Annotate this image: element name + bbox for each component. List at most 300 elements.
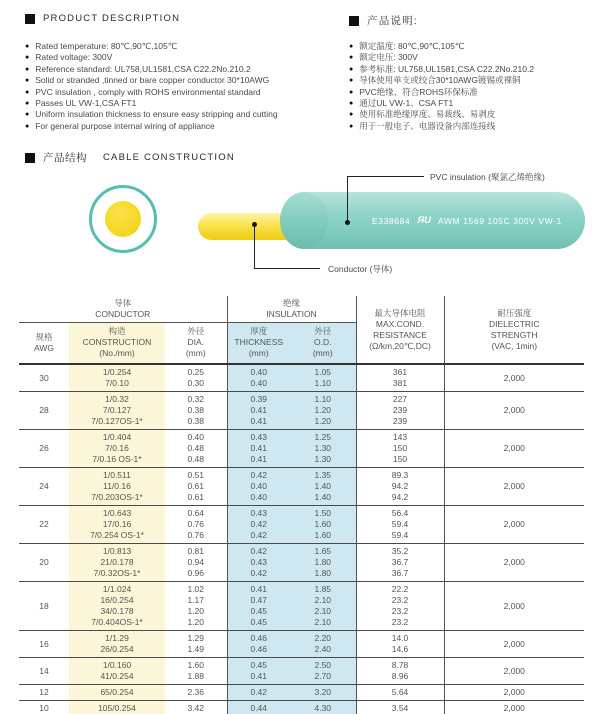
- cell-value: 7/0.127OS-1*: [91, 416, 143, 426]
- description-bullet: [25, 87, 278, 98]
- cell-value: 0.30: [187, 378, 205, 388]
- awg-cell: [19, 631, 69, 658]
- od-cell: [290, 658, 356, 685]
- cell-value: 1/0.254: [102, 367, 132, 377]
- resistance-header: 最大导体电阻 MAX.COND. RESISTANCE (Ω/km,20℃,DC): [356, 296, 444, 364]
- section-marker-icon: [349, 16, 359, 26]
- awg-cell: [19, 364, 69, 392]
- cell-value: 0.25: [187, 367, 205, 377]
- bullet-icon: ●: [25, 65, 30, 73]
- cell-value: 26: [39, 443, 49, 453]
- cell-value: 0.45: [250, 660, 268, 670]
- cell-value: 22: [39, 519, 49, 529]
- cell-value: 14.6: [391, 644, 409, 654]
- cell-value: 94.2: [391, 481, 409, 491]
- cell-value: 0.94: [187, 557, 205, 567]
- cell-value: 0.40: [250, 492, 268, 502]
- dielectric-cell: [444, 468, 584, 506]
- ul-recognized-mark-icon: ЯU: [417, 215, 432, 226]
- thickness-cell: [227, 701, 290, 714]
- cell-value: 150: [392, 443, 408, 453]
- cell-value: 0.42: [250, 470, 268, 480]
- dielectric-cell: [444, 430, 584, 468]
- od-cell: [290, 392, 356, 430]
- awg-cell: [19, 392, 69, 430]
- cell-value: 2,000: [503, 443, 525, 453]
- cell-value: 7/0.404OS-1*: [91, 617, 143, 627]
- spec-table: [19, 296, 584, 714]
- dia-cell: [165, 392, 227, 430]
- od-cell: [290, 582, 356, 631]
- cell-value: 1.30: [314, 443, 332, 453]
- dia-header: 外径 DIA. (mm): [165, 323, 227, 365]
- bullet-text: 用于一般电子、电器设备内部连接线: [359, 120, 496, 131]
- thickness-cell: [227, 658, 290, 685]
- cell-value: 1.29: [187, 633, 205, 643]
- cell-value: 0.46: [250, 633, 268, 643]
- cell-value: 150: [392, 454, 408, 464]
- cell-value: 41/0.254: [100, 671, 134, 681]
- cell-value: 2.10: [314, 617, 332, 627]
- bullet-text: 使用标准绝缘厚度、易裁线、易剥皮: [359, 109, 496, 120]
- construction-cell: [69, 392, 165, 430]
- cell-value: 2,000: [503, 687, 525, 697]
- dielectric-cell: [444, 582, 584, 631]
- cell-value: 239: [392, 416, 408, 426]
- cell-value: 89.3: [391, 470, 409, 480]
- cable-diagram: [0, 165, 603, 295]
- thickness-cell: [227, 544, 290, 582]
- cell-value: 0.43: [250, 432, 268, 442]
- cell-value: 361: [392, 367, 408, 377]
- description-bullet: [25, 75, 278, 86]
- bullet-text: Uniform insulation thickness to ensure easy stripping and cutting: [35, 109, 278, 120]
- dia-cell: [165, 506, 227, 544]
- cell-value: 1.25: [314, 432, 332, 442]
- cell-value: 34/0.178: [100, 606, 134, 616]
- cell-value: 30: [39, 372, 49, 383]
- cell-value: 2,000: [503, 638, 525, 649]
- cell-value: 1.65: [314, 546, 332, 556]
- cell-value: 0.38: [187, 405, 205, 415]
- insulation-group-header: 绝缘 INSULATION: [227, 296, 356, 323]
- bullet-icon: ●: [349, 122, 354, 130]
- thickness-cell: [227, 582, 290, 631]
- cell-value: 0.32: [187, 394, 205, 404]
- cell-value: 0.45: [250, 606, 268, 616]
- description-bullet: [25, 109, 278, 120]
- cell-value: 1/0.813: [102, 546, 132, 556]
- cell-value: 0.40: [250, 481, 268, 491]
- section-marker-icon: [25, 14, 35, 24]
- cell-value: 0.96: [187, 568, 205, 578]
- description-bullet: [25, 64, 278, 75]
- cell-value: 1.10: [314, 394, 332, 404]
- description-bullet: [25, 41, 278, 52]
- dielectric-cell: [444, 506, 584, 544]
- construction-cell: [69, 544, 165, 582]
- cell-value: 0.61: [187, 492, 205, 502]
- cell-value: 0.76: [187, 530, 205, 540]
- cell-value: 1/1.024: [102, 584, 132, 594]
- product-description-list: [25, 41, 278, 132]
- cell-value: 1.10: [314, 378, 332, 388]
- od-cell: [290, 364, 356, 392]
- bullet-icon: ●: [25, 88, 30, 96]
- insulation-end-cap: [280, 192, 328, 249]
- cell-value: 1.50: [314, 508, 332, 518]
- dia-cell: [165, 685, 227, 701]
- cell-value: 17/0.16: [102, 519, 132, 529]
- cell-value: 7/0.254 OS-1*: [90, 530, 144, 540]
- cell-value: 7/0.16: [105, 443, 129, 453]
- cell-value: 26/0.254: [100, 644, 134, 654]
- cell-value: 12: [39, 687, 49, 697]
- cell-value: 0.48: [187, 443, 205, 453]
- thickness-cell: [227, 430, 290, 468]
- table-row: [19, 631, 584, 658]
- cell-value: 3.20: [314, 687, 332, 697]
- bullet-icon: ●: [25, 122, 30, 130]
- cell-value: 0.41: [250, 454, 268, 464]
- awg-cell: [19, 506, 69, 544]
- cell-value: 36.7: [391, 568, 409, 578]
- cell-value: 0.41: [250, 671, 268, 681]
- cell-value: 0.41: [250, 584, 268, 594]
- cell-value: 7/0.32OS-1*: [93, 568, 141, 578]
- dielectric-cell: [444, 658, 584, 685]
- dia-cell: [165, 658, 227, 685]
- od-cell: [290, 506, 356, 544]
- cell-value: 1/1.29: [105, 633, 129, 643]
- cell-value: 0.44: [250, 703, 268, 713]
- cell-value: 1.02: [187, 584, 205, 594]
- cell-value: 36.7: [391, 557, 409, 567]
- cell-value: 1.88: [187, 671, 205, 681]
- cell-value: 2,000: [503, 703, 525, 713]
- bullet-text: 参考标准: UL758,UL1581,CSA C22.2No.210.2: [359, 63, 535, 74]
- cell-value: 59.4: [391, 519, 409, 529]
- cell-value: 1.30: [314, 454, 332, 464]
- dielectric-cell: [444, 364, 584, 392]
- cell-value: 1.20: [314, 416, 332, 426]
- bullet-text: Reference standard: UL758,UL1581,CSA C22.2No.210.2: [35, 63, 251, 74]
- dia-cell: [165, 582, 227, 631]
- conductor-core-icon: [105, 201, 141, 237]
- cable-cross-section: [89, 185, 157, 253]
- dielectric-cell: [444, 631, 584, 658]
- awg-cell: [19, 430, 69, 468]
- cell-value: 8.78: [391, 660, 409, 670]
- cell-value: 0.46: [250, 644, 268, 654]
- cell-value: 1.20: [187, 606, 205, 616]
- cell-value: 21/0.178: [100, 557, 134, 567]
- bullet-text: PVC insulation , comply with ROHS environmental standard: [35, 86, 261, 97]
- description-bullet: [349, 87, 603, 98]
- construction-cell: [69, 582, 165, 631]
- bullet-icon: ●: [25, 77, 30, 85]
- cell-value: 2.20: [314, 633, 332, 643]
- cell-value: 2,000: [503, 405, 525, 415]
- table-row: [19, 582, 584, 631]
- table-row: [19, 701, 584, 714]
- cell-value: 0.41: [250, 416, 268, 426]
- dielectric-header: 耐压强度 DIELECTRIC STRENGTH (VAC, 1min): [444, 296, 584, 364]
- cell-value: 0.39: [250, 394, 268, 404]
- table-row: [19, 685, 584, 701]
- awg-cell: [19, 658, 69, 685]
- bullet-text: Rated voltage: 300V: [35, 52, 113, 63]
- cell-value: 1.80: [314, 557, 332, 567]
- awg-cell: [19, 468, 69, 506]
- od-cell: [290, 701, 356, 714]
- cell-value: 0.42: [250, 530, 268, 540]
- cable-construction-header: [25, 150, 235, 165]
- bullet-icon: ●: [349, 111, 354, 119]
- cell-value: 2,000: [503, 519, 525, 529]
- cell-value: 11/0.16: [103, 481, 131, 491]
- construction-cell: [69, 506, 165, 544]
- cell-value: 16/0.254: [100, 595, 134, 605]
- bullet-text: 额定温度: 80℃,90℃,105℃: [359, 41, 465, 51]
- spec-table-head: [19, 296, 584, 364]
- cell-value: 7/0.10: [105, 378, 129, 388]
- cell-value: 5.64: [391, 687, 409, 697]
- thickness-cell: [227, 468, 290, 506]
- bullet-icon: ●: [349, 65, 354, 73]
- description-bullet: [349, 41, 603, 52]
- section-title-zh: 产品说明:: [367, 15, 418, 27]
- cell-value: 0.40: [187, 432, 205, 442]
- construction-title-zh: 产品结构: [43, 152, 87, 164]
- cell-value: 239: [392, 405, 408, 415]
- cell-value: 3.42: [187, 703, 205, 713]
- resistance-cell: [356, 631, 444, 658]
- cell-value: 1.20: [314, 405, 332, 415]
- construction-header: 构造 CONSTRUCTION (No./mm): [69, 323, 165, 365]
- cell-value: 10: [39, 703, 49, 713]
- construction-title-en: CABLE CONSTRUCTION: [103, 152, 235, 163]
- table-row: [19, 468, 584, 506]
- cell-value: 1.60: [187, 660, 205, 670]
- dielectric-cell: [444, 701, 584, 714]
- dielectric-cell: [444, 392, 584, 430]
- bullet-icon: ●: [349, 54, 354, 62]
- thickness-cell: [227, 631, 290, 658]
- cell-value: 1.60: [314, 519, 332, 529]
- cell-value: 0.81: [187, 546, 205, 556]
- construction-cell: [69, 658, 165, 685]
- cell-value: 65/0.254: [100, 687, 134, 697]
- cell-value: 2.10: [314, 595, 332, 605]
- od-cell: [290, 685, 356, 701]
- cell-value: 1.20: [187, 617, 205, 627]
- od-header: 外径 O.D. (mm): [290, 323, 356, 365]
- insulation-body: [280, 192, 585, 249]
- bullet-icon: ●: [349, 43, 354, 50]
- thickness-cell: [227, 392, 290, 430]
- cell-value: 1.35: [314, 470, 332, 480]
- thickness-cell: [227, 506, 290, 544]
- bullet-icon: ●: [349, 100, 354, 108]
- od-cell: [290, 631, 356, 658]
- dia-cell: [165, 701, 227, 714]
- description-bullet: [25, 98, 278, 109]
- cell-value: 2,000: [503, 372, 525, 383]
- awg-cell: [19, 685, 69, 701]
- dia-cell: [165, 364, 227, 392]
- bullet-icon: ●: [25, 43, 30, 50]
- bullet-text: Rated temperature: 80℃,90℃,105℃: [35, 41, 178, 51]
- cell-value: 0.42: [250, 546, 268, 556]
- product-description-zh-list: [349, 41, 603, 132]
- construction-cell: [69, 685, 165, 701]
- cell-value: 2,000: [503, 600, 525, 611]
- cell-value: 16: [39, 638, 49, 649]
- cell-value: 0.40: [250, 378, 268, 388]
- cell-value: 28: [39, 405, 49, 415]
- cell-value: 0.42: [250, 687, 268, 697]
- bullet-text: 导体使用单支或绞合30*10AWG镀锡或裸铜: [359, 75, 521, 86]
- cert-number: E338684: [372, 215, 411, 226]
- awg-cell: [19, 582, 69, 631]
- pvc-leader-line: [347, 176, 348, 223]
- cell-value: 227: [392, 394, 408, 404]
- description-bullet: [349, 121, 603, 132]
- cell-value: 0.48: [187, 454, 205, 464]
- description-bullet: [349, 109, 603, 120]
- conductor-label: Conductor (导体): [328, 264, 393, 274]
- table-row: [19, 544, 584, 582]
- cell-value: 4.30: [314, 703, 332, 713]
- description-bullet: [349, 52, 603, 63]
- cell-value: 1/0.160: [102, 660, 132, 670]
- cell-value: 2.36: [187, 687, 205, 697]
- cell-value: 1.40: [314, 481, 332, 491]
- description-bullet: [349, 75, 603, 86]
- cell-value: 0.43: [250, 557, 268, 567]
- bullet-icon: ●: [349, 77, 354, 85]
- resistance-cell: [356, 392, 444, 430]
- bullet-icon: ●: [25, 54, 30, 62]
- construction-cell: [69, 364, 165, 392]
- construction-cell: [69, 430, 165, 468]
- cell-value: 0.45: [250, 617, 268, 627]
- resistance-cell: [356, 582, 444, 631]
- resistance-cell: [356, 430, 444, 468]
- cell-value: 1/0.643: [102, 508, 132, 518]
- dia-cell: [165, 544, 227, 582]
- cell-value: 1/0.511: [103, 470, 131, 480]
- dia-cell: [165, 631, 227, 658]
- construction-cell: [69, 468, 165, 506]
- dielectric-cell: [444, 544, 584, 582]
- cell-value: 2.70: [314, 671, 332, 681]
- resistance-cell: [356, 685, 444, 701]
- cell-value: 1/0.404: [102, 432, 132, 442]
- od-cell: [290, 544, 356, 582]
- bullet-icon: ●: [25, 100, 30, 108]
- pvc-insulation-label: PVC insulation (聚氯乙烯绝缘): [430, 172, 545, 182]
- resistance-cell: [356, 544, 444, 582]
- cell-value: 2,000: [503, 481, 525, 491]
- cell-value: 2.40: [314, 644, 332, 654]
- cell-value: 0.41: [250, 405, 268, 415]
- description-bullet: [25, 121, 278, 132]
- od-cell: [290, 430, 356, 468]
- cell-value: 0.42: [250, 519, 268, 529]
- awg-cell: [19, 701, 69, 714]
- construction-cell: [69, 631, 165, 658]
- dielectric-cell: [444, 685, 584, 701]
- dia-cell: [165, 468, 227, 506]
- cell-value: 2,000: [503, 557, 525, 567]
- awg-cell: [19, 544, 69, 582]
- cell-value: 0.47: [250, 595, 268, 605]
- cell-value: 35.2: [391, 546, 409, 556]
- cell-value: 0.64: [187, 508, 205, 518]
- product-description-header: [25, 13, 180, 24]
- cell-value: 1/0.32: [105, 394, 129, 404]
- cell-value: 23.2: [391, 617, 409, 627]
- cell-value: 20: [39, 557, 49, 567]
- cell-value: 7/0.203OS-1*: [91, 492, 143, 502]
- cell-value: 23.2: [391, 595, 409, 605]
- section-marker-icon: [25, 153, 35, 163]
- cell-value: 14: [39, 665, 49, 676]
- cable-marking: [372, 192, 562, 249]
- cell-value: 0.43: [250, 508, 268, 518]
- cell-value: 0.40: [250, 367, 268, 377]
- cell-value: 94.2: [391, 492, 409, 502]
- cell-value: 0.61: [187, 481, 205, 491]
- cell-value: 0.76: [187, 519, 205, 529]
- description-bullet: [25, 52, 278, 63]
- resistance-cell: [356, 701, 444, 714]
- cell-value: 56.4: [391, 508, 409, 518]
- cell-value: 8.96: [391, 671, 409, 681]
- table-row: [19, 392, 584, 430]
- cell-value: 1.85: [314, 584, 332, 594]
- conductor-leader-line: [254, 268, 320, 269]
- cell-value: 7/0.127: [102, 405, 132, 415]
- dia-cell: [165, 430, 227, 468]
- cell-value: 14.0: [391, 633, 409, 643]
- resistance-cell: [356, 468, 444, 506]
- cell-value: 381: [392, 378, 408, 388]
- cell-value: 1.60: [314, 530, 332, 540]
- cell-value: 3.54: [391, 703, 409, 713]
- cell-value: 0.42: [250, 568, 268, 578]
- resistance-cell: [356, 506, 444, 544]
- cell-value: 23.2: [391, 606, 409, 616]
- bullet-text: Solid or stranded ,tinned or bare copper conductor 30*10AWG: [35, 75, 270, 86]
- cell-value: 7/0.16 OS-1*: [92, 454, 142, 464]
- cell-value: 2.50: [314, 660, 332, 670]
- section-title: PRODUCT DESCRIPTION: [43, 13, 181, 24]
- od-cell: [290, 468, 356, 506]
- cell-value: 59.4: [391, 530, 409, 540]
- thickness-cell: [227, 685, 290, 701]
- table-row: [19, 506, 584, 544]
- conductor-leader-dot: [252, 222, 257, 227]
- cell-value: 0.38: [187, 416, 205, 426]
- cell-value: 24: [39, 481, 49, 491]
- cell-value: 18: [39, 600, 49, 611]
- cell-value: 0.51: [187, 470, 205, 480]
- bullet-icon: ●: [25, 111, 30, 119]
- cell-value: 1.80: [314, 568, 332, 578]
